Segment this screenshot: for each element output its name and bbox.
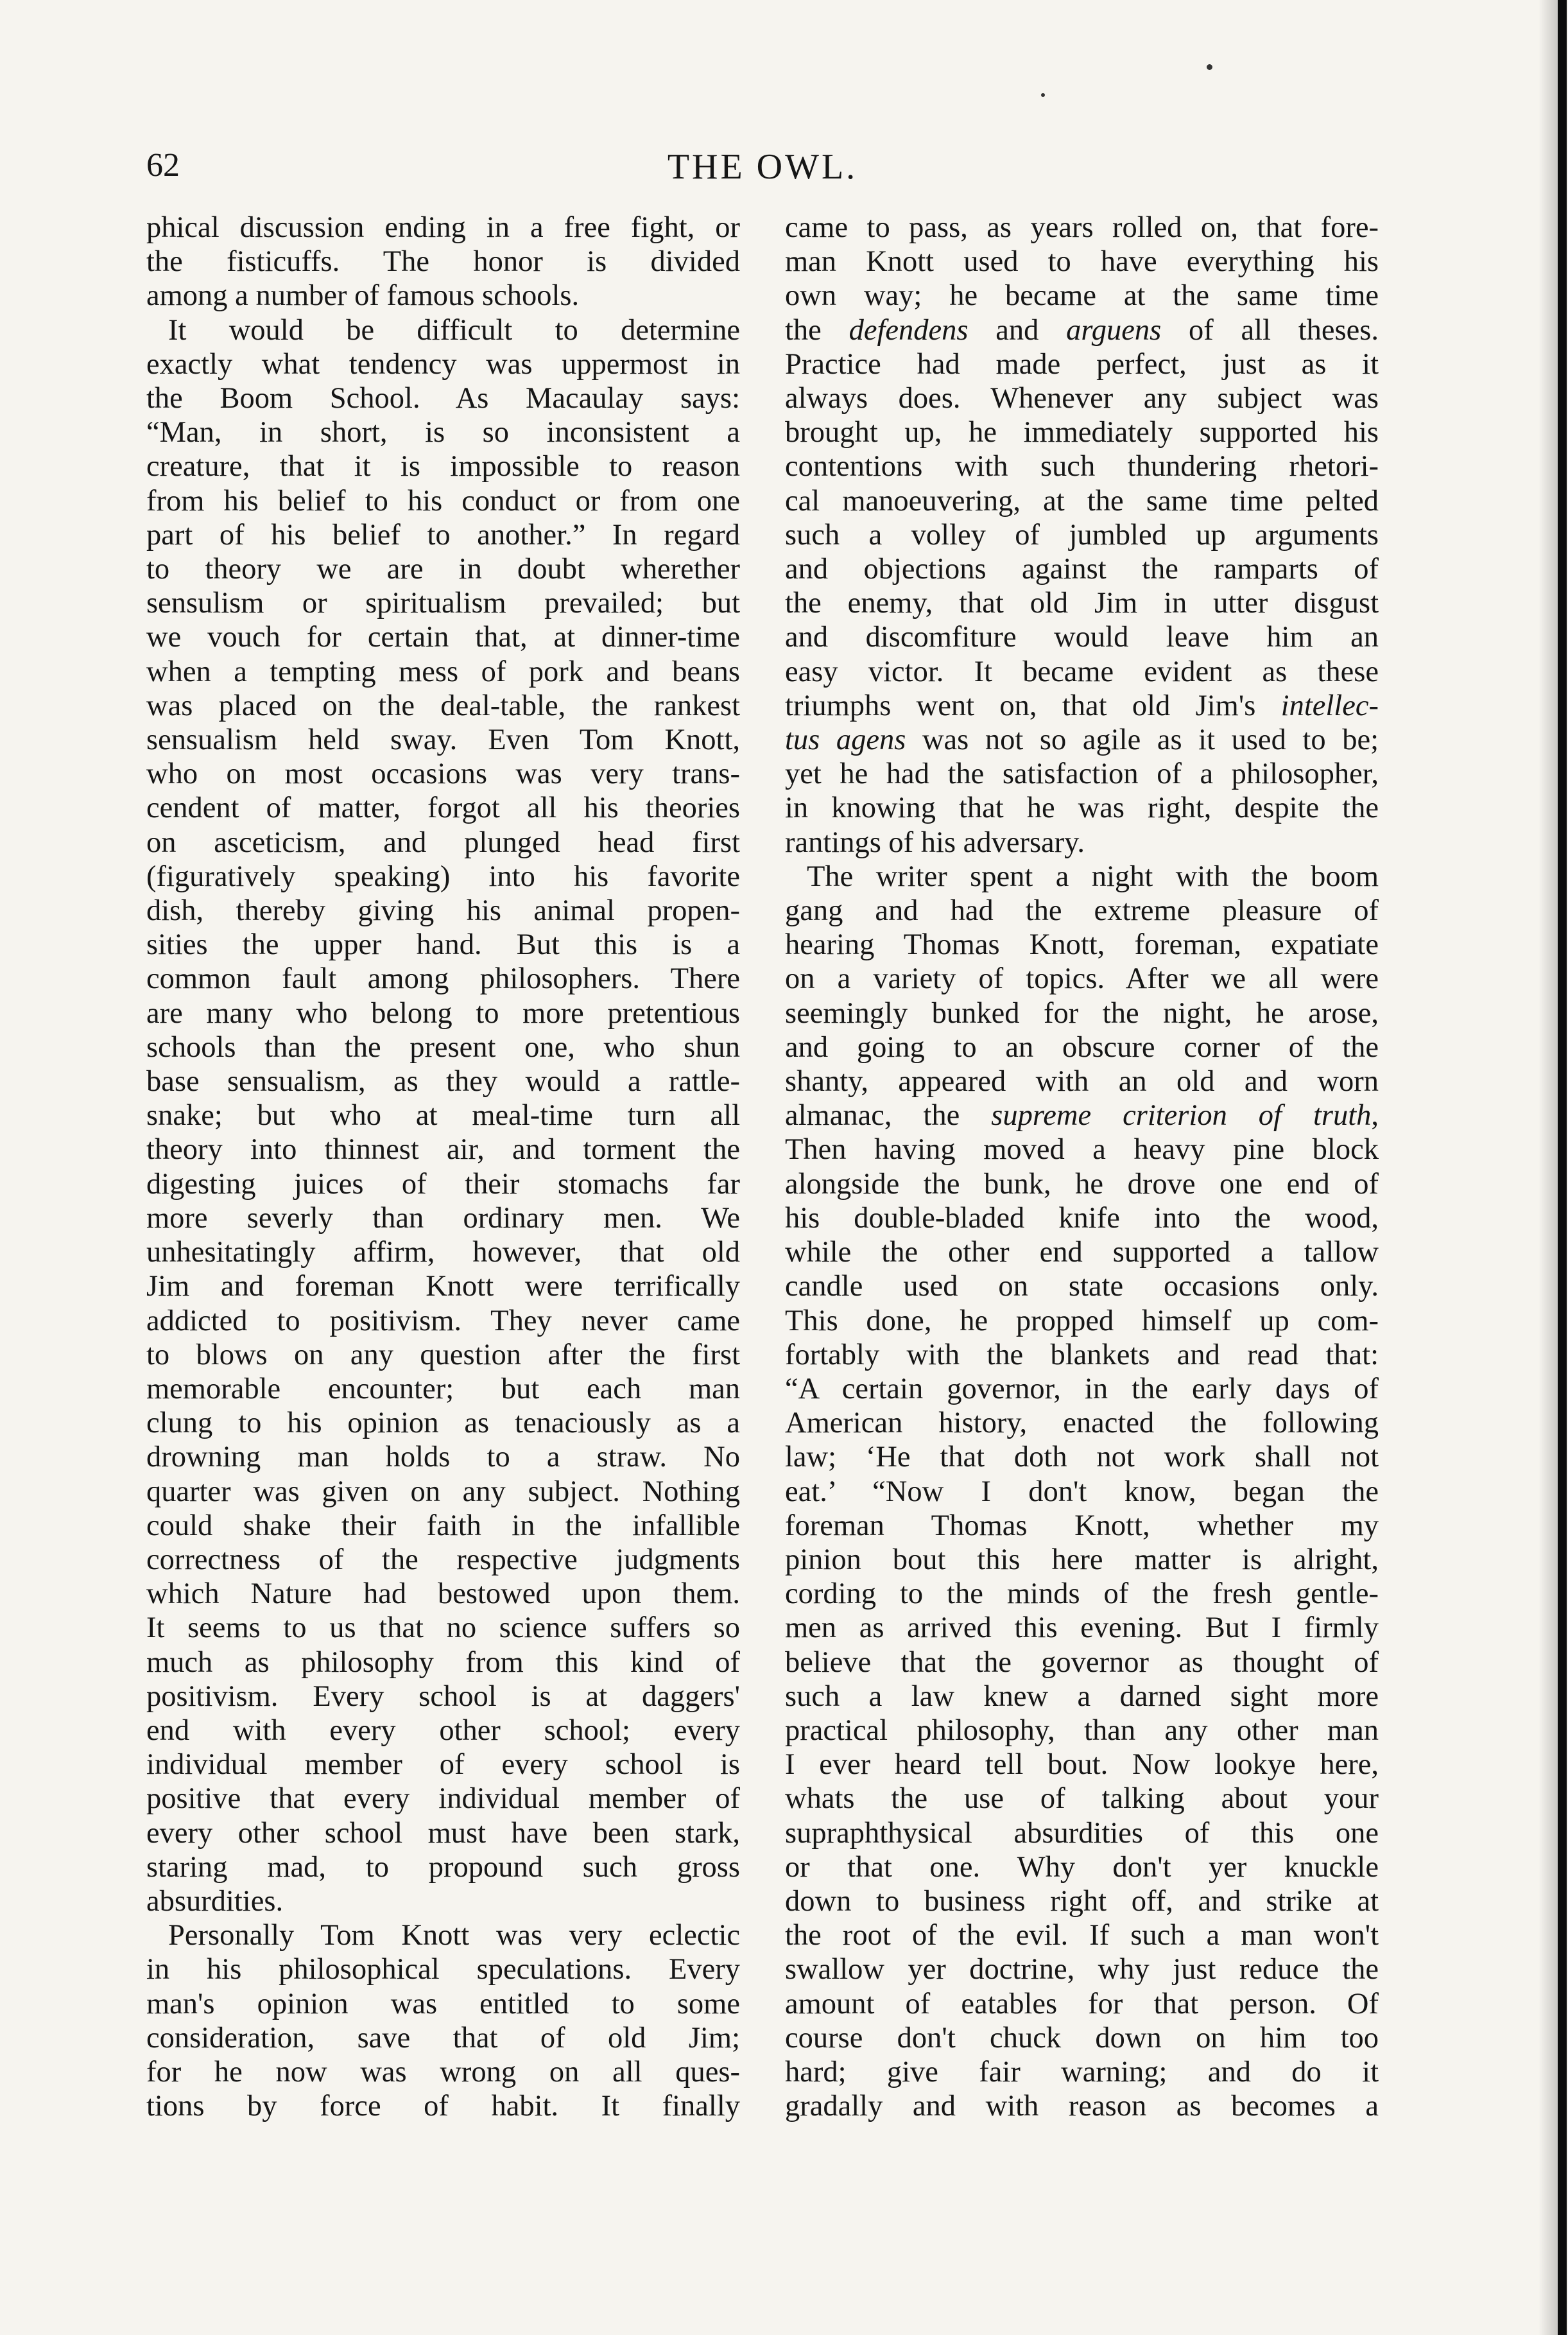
text-line: which Nature had bestowed upon them. [146, 1577, 740, 1611]
text-line: cal manoeuvering, at the same time pelted [785, 484, 1379, 517]
text-line: exactly what tendency was uppermost in [146, 347, 740, 381]
text-line: and discomfiture would leave him an [785, 621, 1379, 654]
text-line: could shake their faith in the infallible [146, 1509, 740, 1542]
text-line: tions by force of habit. It finally [146, 2090, 740, 2123]
text-line: when a tempting mess of pork and beans [146, 655, 740, 688]
text-line: the enemy, that old Jim in utter disgust [785, 587, 1379, 620]
text-column-right [785, 211, 1379, 2123]
running-title: THE OWL. [667, 147, 858, 187]
text-line: among a number of famous schools. [146, 279, 580, 313]
text-line: hard; give fair warning; and do it [785, 2055, 1379, 2088]
text-line: cording to the minds of the fresh gentle- [785, 1577, 1379, 1611]
text-line: more severly than ordinary men. We [146, 1201, 740, 1235]
text-line: the Boom School. As Macaulay says: [146, 382, 740, 415]
text-line: and going to an obscure corner of the [785, 1030, 1379, 1064]
text-line: clung to his opinion as tenaciously as a [146, 1407, 740, 1440]
text-line: in knowing that he was right, despite the [785, 792, 1379, 825]
text-line: on asceticism, and plunged head first [146, 826, 740, 859]
text-line: common fault among philosophers. There [146, 962, 740, 996]
text-line: Personally Tom Knott was very eclectic [168, 1919, 740, 1952]
text-line: absurdities. [146, 1884, 284, 1918]
text-line: digesting juices of their stomachs far [146, 1167, 740, 1201]
text-line: shanty, appeared with an old and worn [785, 1065, 1379, 1098]
text-line: unhesitatingly affirm, however, that old [146, 1236, 740, 1269]
text-line: yet he had the satisfaction of a philosopher, [785, 758, 1379, 791]
text-line: staring mad, to propound such gross [146, 1850, 740, 1884]
text-line: contentions with such thundering rhetori- [785, 450, 1379, 483]
text-line: practical philosophy, than any other man [785, 1714, 1379, 1747]
text-line: man Knott used to have everything his [785, 245, 1379, 279]
text-column-left [146, 211, 740, 2123]
text-line: swallow yer doctrine, why just reduce the [785, 1953, 1379, 1986]
text-line: alongside the bunk, he drove one end of [785, 1167, 1379, 1201]
text-line: quarter was given on any subject. Nothing [146, 1475, 740, 1508]
text-line: or that one. Why don't yer knuckle [785, 1850, 1379, 1884]
page-number: 62 [146, 147, 180, 184]
text-line: eat.’ “Now I don't know, began the [785, 1475, 1379, 1508]
text-line: sities the upper hand. But this is a [146, 928, 740, 962]
text-line: came to pass, as years rolled on, that fore- [785, 211, 1379, 244]
text-line: dish, thereby giving his animal propen- [146, 894, 740, 928]
text-line: addicted to positivism. They never came [146, 1304, 740, 1337]
text-line: part of his belief to another.” In regard [146, 518, 740, 551]
text-line: we vouch for certain that, at dinner-time [146, 621, 740, 654]
text-line: individual member of every school is [146, 1748, 740, 1782]
text-line: positivism. Every school is at daggers' [146, 1680, 740, 1713]
text-line: hearing Thomas Knott, foreman, expatiate [785, 928, 1379, 962]
text-line: easy victor. It became evident as these [785, 655, 1379, 688]
text-line: (figuratively speaking) into his favorite [146, 860, 740, 893]
text-line: the root of the evil. If such a man won't [785, 1919, 1379, 1952]
text-line: to theory we are in doubt wherether [146, 553, 740, 586]
text-line: The writer spent a night with the boom [807, 860, 1379, 893]
text-line: to blows on any question after the first [146, 1338, 740, 1371]
text-line: gang and had the extreme pleasure of [785, 894, 1379, 928]
text-line: course don't chuck down on him too [785, 2021, 1379, 2054]
text-line: end with every other school; every [146, 1714, 740, 1747]
text-line: positive that every individual member of [146, 1782, 740, 1816]
text-line: pinion bout this here matter is alright, [785, 1543, 1379, 1576]
text-line: candle used on state occasions only. [785, 1270, 1379, 1303]
text-line: triumphs went on, that old Jim's intellec- [785, 689, 1379, 722]
text-line: phical discussion ending in a free fight, or [146, 211, 740, 244]
text-line: sensualism held sway. Even Tom Knott, [146, 724, 740, 757]
text-line: who on most occasions was very trans- [146, 758, 740, 791]
text-line: from his belief to his conduct or from one [146, 484, 740, 517]
text-line: drowning man holds to a straw. No [146, 1441, 740, 1474]
text-line: sensulism or spiritualism prevailed; but [146, 587, 740, 620]
scan-speck [1207, 64, 1212, 70]
text-line: such a law knew a darned sight more [785, 1680, 1379, 1713]
text-line: man's opinion was entitled to some [146, 1987, 740, 2020]
text-line: for he now was wrong on all ques- [146, 2055, 740, 2088]
text-line: much as philosophy from this kind of [146, 1645, 740, 1679]
text-line: whats the use of talking about your [785, 1782, 1379, 1816]
text-line: rantings of his adversary. [785, 826, 1085, 859]
text-line: brought up, he immediately supported his [785, 416, 1379, 449]
text-line: correctness of the respective judgments [146, 1543, 740, 1576]
text-line: creature, that it is impossible to reason [146, 450, 740, 483]
text-line: I ever heard tell bout. Now lookye here, [785, 1748, 1379, 1782]
text-line: the defendens and arguens of all theses. [785, 313, 1379, 347]
text-line: every other school must have been stark, [146, 1816, 740, 1850]
text-line: law; ‘He that doth not work shall not [785, 1441, 1379, 1474]
text-line: in his philosophical speculations. Every [146, 1953, 740, 1986]
text-line: almanac, the supreme criterion of truth, [785, 1099, 1379, 1133]
text-line: always does. Whenever any subject was [785, 382, 1379, 415]
text-line: his double-bladed knife into the wood, [785, 1201, 1379, 1235]
text-line: This done, he propped himself up com- [785, 1304, 1379, 1337]
text-line: seemingly bunked for the night, he arose, [785, 996, 1379, 1030]
scan-shadow [1538, 0, 1558, 2335]
text-line: “A certain governor, in the early days of [785, 1372, 1379, 1405]
page-header [146, 146, 1379, 204]
text-line: such a volley of jumbled up arguments [785, 518, 1379, 551]
text-line: Jim and foreman Knott were terrifically [146, 1270, 740, 1303]
text-line: theory into thinnest air, and torment the [146, 1133, 740, 1167]
text-line: the fisticuffs. The honor is divided [146, 245, 740, 279]
text-line: schools than the present one, who shun [146, 1030, 740, 1064]
text-line: Practice had made perfect, just as it [785, 347, 1379, 381]
text-line: believe that the governor as thought of [785, 1645, 1379, 1679]
text-line: Then having moved a heavy pine block [785, 1133, 1379, 1167]
text-line: It would be difficult to determine [168, 313, 740, 347]
text-line: on a variety of topics. After we all were [785, 962, 1379, 996]
scan-edge [1558, 0, 1567, 2335]
text-line: base sensualism, as they would a rattle- [146, 1065, 740, 1098]
text-line: fortably with the blankets and read that: [785, 1338, 1379, 1371]
text-line: memorable encounter; but each man [146, 1372, 740, 1405]
text-line: cendent of matter, forgot all his theories [146, 792, 740, 825]
text-line: American history, enacted the following [785, 1407, 1379, 1440]
text-line: are many who belong to more pretentious [146, 996, 740, 1030]
text-line: down to business right off, and strike at [785, 1884, 1379, 1918]
text-line: and objections against the ramparts of [785, 553, 1379, 586]
scan-speck [1041, 93, 1045, 97]
text-line: tus agens was not so agile as it used to be; [785, 724, 1379, 757]
text-line: snake; but who at meal-time turn all [146, 1099, 740, 1133]
text-line: while the other end supported a tallow [785, 1236, 1379, 1269]
text-line: own way; he became at the same time [785, 279, 1379, 313]
text-line: men as arrived this evening. But I firmly [785, 1611, 1379, 1645]
text-line: consideration, save that of old Jim; [146, 2021, 740, 2054]
text-line: amount of eatables for that person. Of [785, 1987, 1379, 2020]
text-line: “Man, in short, is so inconsistent a [146, 416, 740, 449]
text-line: foreman Thomas Knott, whether my [785, 1509, 1379, 1542]
text-line: gradally and with reason as becomes a [785, 2090, 1379, 2123]
text-line: was placed on the deal-table, the rankest [146, 689, 740, 722]
text-line: supraphthysical absurdities of this one [785, 1816, 1379, 1850]
text-line: It seems to us that no science suffers so [146, 1611, 740, 1645]
